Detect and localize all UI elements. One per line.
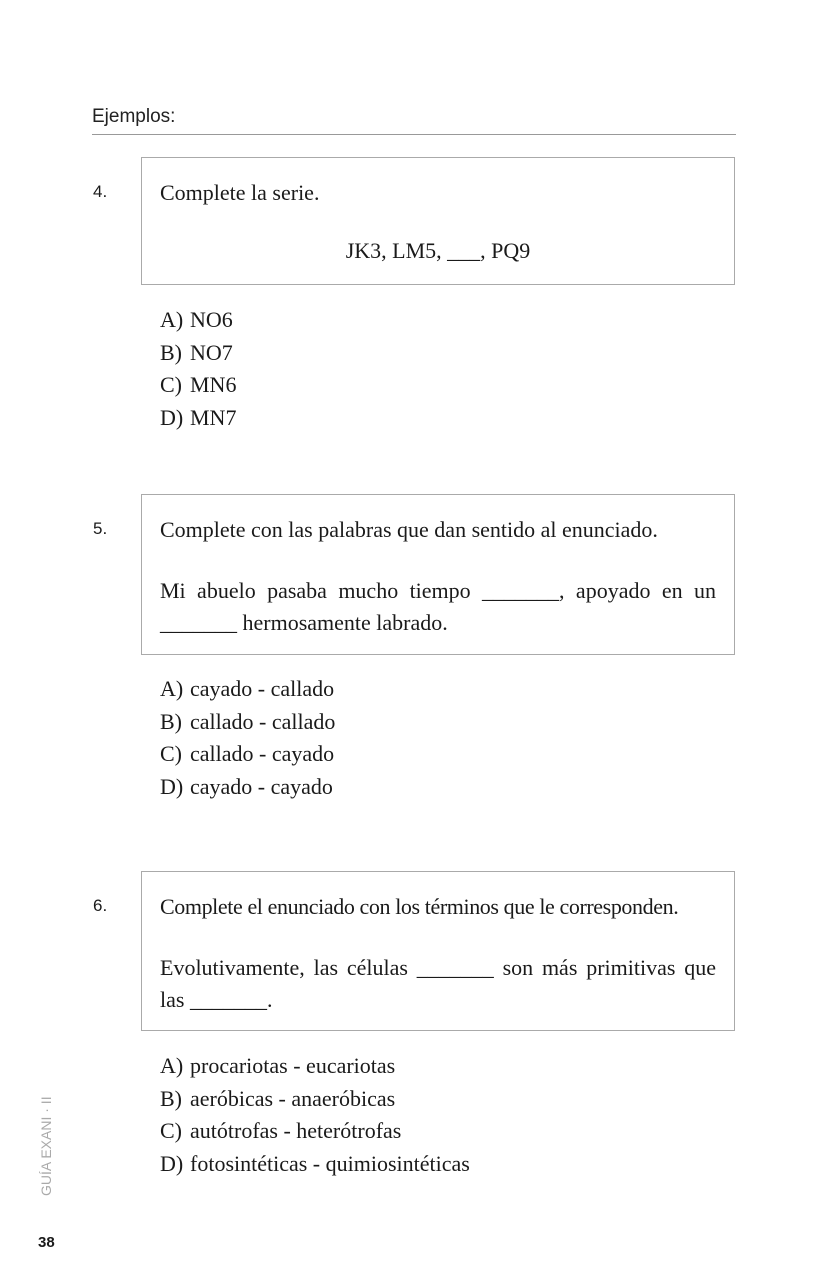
option[interactable] <box>160 1050 470 1083</box>
option-letter: A) <box>160 307 184 332</box>
option-letter: C) <box>160 741 182 766</box>
question-prompt: Complete con las palabras que dan sentido al enunciado. <box>160 517 658 542</box>
option[interactable] <box>160 771 335 804</box>
option-letter: B) <box>160 339 182 365</box>
question-box <box>141 157 735 285</box>
option-text: autótrofas - heterótrofas <box>190 1118 402 1143</box>
question-body: JK3, LM5, ___, PQ9 <box>345 238 531 263</box>
option-letter: B) <box>160 708 182 734</box>
option[interactable] <box>160 673 335 706</box>
option-text: aeróbicas - anaeróbicas <box>190 1085 396 1111</box>
options-list <box>160 304 236 434</box>
option-text: MN6 <box>190 372 237 397</box>
options-list <box>160 673 335 803</box>
option[interactable] <box>160 738 335 771</box>
option-letter: C) <box>160 1118 182 1143</box>
option-letter: B) <box>160 1085 182 1111</box>
option[interactable] <box>160 369 236 402</box>
option-letter: A) <box>160 676 184 701</box>
side-label: GUÍA EXANI · II <box>38 1096 54 1196</box>
option-text: cayado - cayado <box>190 773 333 799</box>
option-letter: D) <box>160 404 184 430</box>
option-text: fotosintéticas - quimiosintéticas <box>190 1150 470 1176</box>
option-letter: C) <box>160 372 182 397</box>
page-number: 38 <box>38 1234 55 1251</box>
question-number: 4. <box>93 182 108 201</box>
divider <box>92 134 736 135</box>
option-letter: D) <box>160 1150 184 1176</box>
option-text: callado - callado <box>190 708 336 734</box>
option[interactable] <box>160 1148 470 1181</box>
option[interactable] <box>160 1115 470 1148</box>
option-text: NO7 <box>190 339 233 365</box>
question-body: Evolutivamente, las células _______ son más primitivas que las _______. <box>160 955 716 1012</box>
option[interactable] <box>160 337 236 370</box>
section-heading: Ejemplos: <box>92 106 176 127</box>
question-box <box>141 871 735 1031</box>
question-body: Mi abuelo pasaba mucho tiempo _______, apoyado en un _______ hermosamente labrado. <box>160 578 716 635</box>
option-text: procariotas - eucariotas <box>190 1053 396 1078</box>
question-box <box>141 494 735 655</box>
question-number: 6. <box>93 896 108 915</box>
option-text: callado - cayado <box>190 741 335 766</box>
option-text: cayado - callado <box>190 676 335 701</box>
option-letter: A) <box>160 1053 184 1078</box>
option-text: NO6 <box>190 307 233 332</box>
question-prompt: Complete el enunciado con los términos que le corresponden. <box>160 894 679 919</box>
question-prompt: Complete la serie. <box>160 180 320 205</box>
options-list <box>160 1050 470 1180</box>
option[interactable] <box>160 304 236 337</box>
option-letter: D) <box>160 773 184 799</box>
question-number: 5. <box>93 519 108 538</box>
option[interactable] <box>160 1083 470 1116</box>
option[interactable] <box>160 402 236 435</box>
option-text: MN7 <box>190 404 237 430</box>
option[interactable] <box>160 706 335 739</box>
